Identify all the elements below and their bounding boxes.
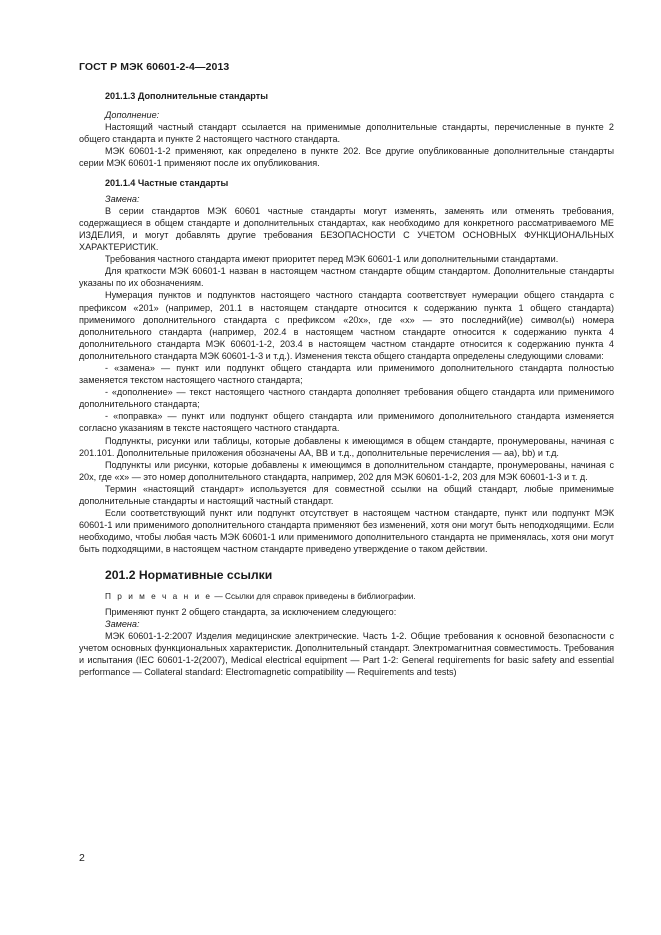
note-title: П р и м е ч а н и е: [105, 590, 213, 601]
paragraph: Нумерация пунктов и подпунктов настоящего частного стандарта соответствует нумерации общего стандарта с префиксом «201» (например, 201.1 в настоящем стандарте относится к содержанию пункта 1 общего стандарта) применимого дополнительного стандарта с префиксом «20x», где «x» — это последний(ие) символ(ы) номера дополнительного стандарта (например, 202.4 в настоящем частном стандарте относится к содержанию пункта 4 дополнительного стандарта МЭК 60601-1-2, 203.4 в настоящем частном стандарте относится к содержанию пункта 4 дополнительного стандарта МЭК 60601-1-3 и т.д.). Изменения текста общего стандарта определены следующими словами:: [79, 290, 614, 361]
amendment-label: Замена:: [105, 193, 140, 204]
paragraph: Подпункты или рисунки, которые добавлены к имеющимся в дополнительном стандарте, пронумерованы, начиная с 20x, где «x» — это номер дополнительного стандарта, например, 202 для МЭК 60601-1-2, 203 для МЭК 60601-1-3 и т. д.: [79, 459, 614, 482]
amendment-label: Дополнение:: [105, 110, 160, 121]
paragraph: МЭК 60601-1-2 применяют, как определено в пункте 202. Все другие опубликованные дополнительные стандарты серии МЭК 60601-1 применяют после их опубликования.: [79, 146, 614, 169]
list-item: - «дополнение» — текст настоящего частного стандарта дополняет требования общего стандарта или применимого дополнительного стандарта;: [79, 387, 614, 410]
note: [79, 590, 614, 602]
section-heading-201-1-4: 201.1.4 Частные стандарты: [105, 177, 229, 188]
paragraph: Настоящий частный стандарт ссылается на применимые дополнительные стандарты, перечисленные в пункте 2 общего стандарта и пункте 2 настоящего частного стандарта.: [79, 122, 614, 145]
document-body: [79, 90, 614, 678]
paragraph: Подпункты, рисунки или таблицы, которые добавлены к имеющимся в общем стандарте, пронумерованы, начиная с 201.101. Дополнительные приложения обозначены АА, ВВ и т.д., дополнительные перечисления — аа), bb) и т.д.: [79, 435, 614, 458]
note-text: — Ссылки для справок приведены в библиографии.: [212, 590, 416, 601]
paragraph: В серии стандартов МЭК 60601 частные стандарты могут изменять, заменять или отменять требования, содержащиеся в общем стандарте и дополнительных стандартах, как необходимо для конкретного рассматриваемого МЕ ИЗДЕЛИЯ, и могут добавлять другие требования БЕЗОПАСНОСТИ С УЧЕТОМ ОСНОВНЫХ ФУНКЦИОНАЛЬНЫХ ХАРАКТЕРИСТИК.: [79, 205, 614, 253]
section-heading-201-1-3: 201.1.3 Дополнительные стандарты: [105, 91, 268, 101]
paragraph: МЭК 60601-1-2:2007 Изделия медицинские электрические. Часть 1-2. Общие требования к основной безопасности с учетом основных функциональных характеристик. Дополнительный стандарт. Электромагнитная совместимость. Требования и испытания (IEC 60601-1-2(2007), Medical electrical equipment — Part 1-2: General requirements for basic safety and essential performance — Collateral standard: Electromagnetic compatibility — Requirements and tests): [79, 630, 614, 678]
page-number: 2: [79, 852, 85, 864]
paragraph: Требования частного стандарта имеют приоритет перед МЭК 60601-1 или дополнительными стандартами.: [105, 254, 559, 265]
document-header: ГОСТ Р МЭК 60601-2-4—2013: [79, 61, 230, 73]
list-item: - «поправка» — пункт или подпункт общего стандарта или применимого дополнительного стандарта изменяется согласно указаниям в тексте настоящего частного стандарта.: [79, 411, 614, 434]
paragraph: Термин «настоящий стандарт» используется для совместной ссылки на общий стандарт, любые применимые дополнительные стандарты и настоящий частный стандарт.: [79, 483, 614, 506]
section-heading-201-2: 201.2 Нормативные ссылки: [105, 568, 273, 583]
amendment-label: Замена:: [105, 618, 140, 629]
paragraph: Применяют пункт 2 общего стандарта, за исключением следующего:: [105, 606, 397, 617]
paragraph: Для краткости МЭК 60601-1 назван в настоящем частном стандарте общим стандартом. Дополнительные стандарты указаны по их обозначениям.: [79, 266, 614, 289]
list-item: - «замена» — пункт или подпункт общего стандарта или применимого дополнительного стандарта полностью заменяется текстом настоящего частного стандарта;: [79, 362, 614, 386]
paragraph: Если соответствующий пункт или подпункт отсутствует в настоящем частном стандарте, пункт или подпункт МЭК 60601-1 или применимого дополнительного стандарта применяют без изменений, хотя они могут быть неподходящими. Если необходимо, чтобы любая часть МЭК 60601-1 или применимого дополнительного стандарта не применялась, хотя они могут быть подходящими, в настоящем частном стандарте приведено утверждение о таком действии.: [79, 508, 614, 555]
